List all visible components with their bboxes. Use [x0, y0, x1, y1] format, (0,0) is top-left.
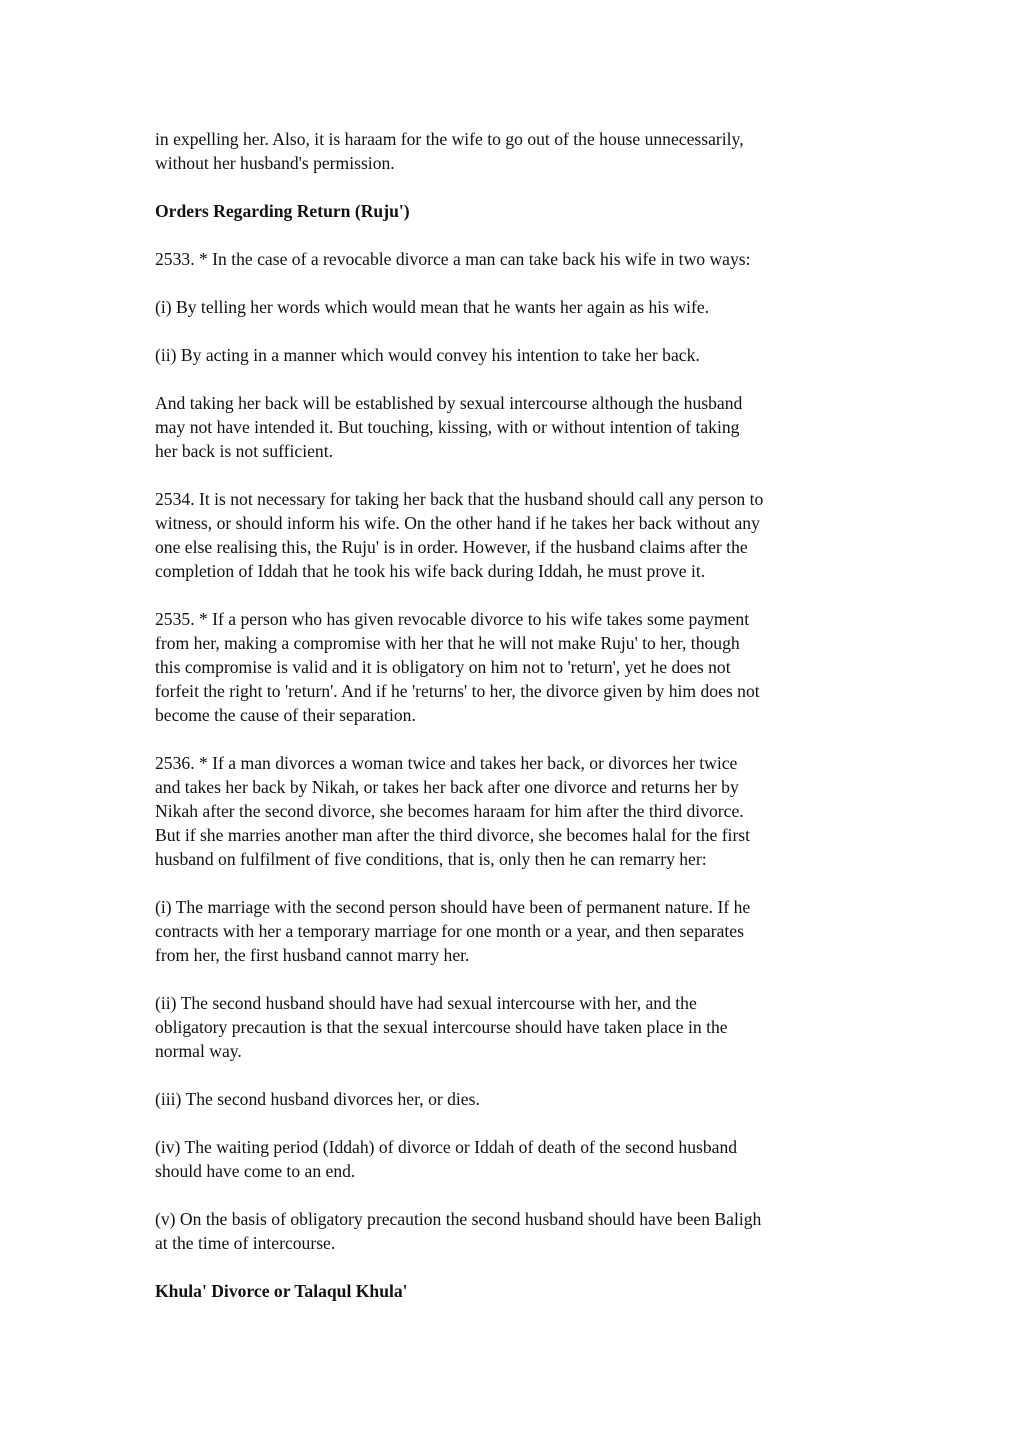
paragraph-expelling — [155, 127, 873, 175]
paragraph-condition-v — [155, 1207, 873, 1255]
text-line: at the time of intercourse. — [155, 1233, 336, 1253]
text-line: witness, or should inform his wife. On the other hand if he takes her back without any — [155, 513, 760, 533]
text-line: from her, making a compromise with her that he will not make Ruju' to her, though — [155, 633, 740, 653]
text-line: 2535. * If a person who has given revocable divorce to his wife takes some payment — [155, 609, 750, 629]
paragraph-2534 — [155, 487, 873, 583]
text-line: (v) On the basis of obligatory precaution the second husband should have been Baligh — [155, 1209, 762, 1229]
paragraph-condition-iii — [155, 1087, 873, 1111]
text-line: (ii) By acting in a manner which would convey his intention to take her back. — [155, 345, 700, 365]
text-line: 2533. * In the case of a revocable divorce a man can take back his wife in two ways: — [155, 249, 751, 269]
text-line: (i) The marriage with the second person should have been of permanent nature. If he — [155, 897, 751, 917]
text-line: obligatory precaution is that the sexual intercourse should have taken place in the — [155, 1017, 728, 1037]
text-line: become the cause of their separation. — [155, 705, 416, 725]
text-line: (i) By telling her words which would mean that he wants her again as his wife. — [155, 297, 710, 317]
paragraph-condition-ii — [155, 991, 873, 1063]
text-line: forfeit the right to 'return'. And if he 'returns' to her, the divorce given by him does not — [155, 681, 760, 701]
text-line: her back is not sufficient. — [155, 441, 334, 461]
text-line: (iii) The second husband divorces her, or dies. — [155, 1089, 480, 1109]
text-line: from her, the first husband cannot marry her. — [155, 945, 470, 965]
text-line: 2534. It is not necessary for taking her back that the husband should call any person to — [155, 489, 764, 509]
section-heading-ruju — [155, 199, 873, 223]
text-line: may not have intended it. But touching, kissing, with or without intention of taking — [155, 417, 740, 437]
text-line: and takes her back by Nikah, or takes her back after one divorce and returns her by — [155, 777, 739, 797]
text-line: completion of Iddah that he took his wife back during Iddah, he must prove it. — [155, 561, 706, 581]
text-line: And taking her back will be established by sexual intercourse although the husband — [155, 393, 743, 413]
text-line: Nikah after the second divorce, she becomes haraam for him after the third divorce. — [155, 801, 744, 821]
text-line: without her husband's permission. — [155, 153, 395, 173]
text-line: (ii) The second husband should have had sexual intercourse with her, and the — [155, 993, 697, 1013]
paragraph-condition-iv — [155, 1135, 873, 1183]
text-line: contracts with her a temporary marriage for one month or a year, and then separates — [155, 921, 744, 941]
text-line: husband on fulfilment of five conditions, that is, only then he can remarry her: — [155, 849, 707, 869]
text-line: this compromise is valid and it is obligatory on him not to 'return', yet he does not — [155, 657, 731, 677]
paragraph-2533 — [155, 247, 873, 271]
text-line: in expelling her. Also, it is haraam for the wife to go out of the house unnecessarily, — [155, 129, 744, 149]
paragraph-2536 — [155, 751, 873, 871]
text-line: should have come to an end. — [155, 1161, 356, 1181]
paragraph-2533-i — [155, 295, 873, 319]
document-page — [155, 127, 873, 1327]
paragraph-taking-back — [155, 391, 873, 463]
paragraph-condition-i — [155, 895, 873, 967]
text-line: one else realising this, the Ruju' is in order. However, if the husband claims after the — [155, 537, 748, 557]
text-line: But if she marries another man after the third divorce, she becomes halal for the first — [155, 825, 751, 845]
heading-text: Khula' Divorce or Talaqul Khula' — [155, 1281, 408, 1301]
heading-text: Orders Regarding Return (Ruju') — [155, 201, 410, 221]
paragraph-2535 — [155, 607, 873, 727]
text-line: normal way. — [155, 1041, 242, 1061]
section-heading-khula — [155, 1279, 873, 1303]
text-line: (iv) The waiting period (Iddah) of divorce or Iddah of death of the second husband — [155, 1137, 738, 1157]
paragraph-2533-ii — [155, 343, 873, 367]
text-line: 2536. * If a man divorces a woman twice and takes her back, or divorces her twice — [155, 753, 738, 773]
